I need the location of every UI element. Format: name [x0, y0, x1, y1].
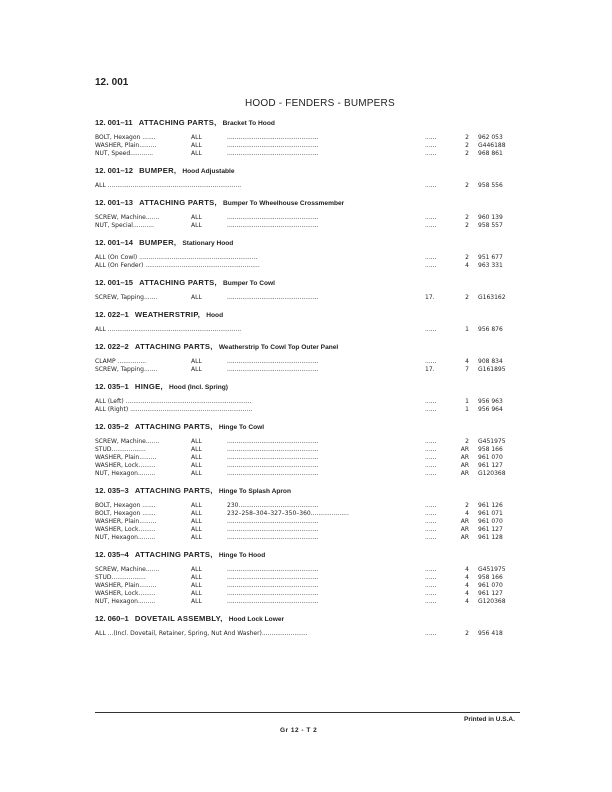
- table-row: [95, 134, 525, 142]
- part-group: [95, 613, 525, 638]
- description: ................................................: [227, 534, 319, 541]
- part-number: 951 677: [478, 254, 503, 261]
- table-row: [95, 358, 525, 366]
- group-name: ATTACHING PARTS,: [134, 342, 213, 351]
- table-row: [95, 326, 525, 334]
- printed-in-label: Printed in U.S.A.: [464, 716, 515, 723]
- part-number: G120368: [478, 598, 506, 605]
- quantity: 4: [465, 598, 469, 605]
- description: ................................................: [227, 566, 319, 573]
- leader-dots: ......: [425, 454, 437, 461]
- description: ................................................: [227, 358, 319, 365]
- table-row: [95, 406, 525, 414]
- part-name: WASHER, Lock.........: [95, 462, 156, 469]
- table-row: [95, 142, 525, 150]
- quantity: 1: [465, 326, 469, 333]
- leader-dots: ......: [425, 574, 437, 581]
- group-header: [95, 421, 525, 433]
- part-number: 908 834: [478, 358, 503, 365]
- applies-to: ALL: [191, 358, 202, 365]
- part-number: 968 861: [478, 150, 503, 157]
- quantity: 2: [465, 150, 469, 157]
- group-name: ATTACHING PARTS,: [134, 486, 213, 495]
- description: ALL ......................................................................: [95, 182, 242, 189]
- leader-dots: ......: [425, 214, 437, 221]
- part-name: WASHER, Plain.........: [95, 518, 157, 525]
- group-name: HINGE,: [134, 382, 163, 391]
- quantity: AR: [460, 462, 469, 469]
- description: ALL (Right) ................................................................: [95, 406, 253, 413]
- description: ................................................: [227, 582, 319, 589]
- leader-dots: ......: [425, 590, 437, 597]
- table-row: [95, 590, 525, 598]
- footer-rule: [95, 712, 520, 713]
- table-row: [95, 182, 525, 190]
- applies-to: ALL: [191, 438, 202, 445]
- part-number: 958 166: [478, 446, 503, 453]
- quantity: 4: [465, 566, 469, 573]
- quantity: AR: [460, 526, 469, 533]
- part-number: 958 557: [478, 222, 503, 229]
- group-name: ATTACHING PARTS,: [134, 422, 213, 431]
- applies-to: ALL: [191, 510, 202, 517]
- quantity: 2: [465, 294, 469, 301]
- applies-to: ALL: [191, 222, 202, 229]
- table-row: [95, 598, 525, 606]
- part-number: 956 964: [478, 406, 503, 413]
- leader-dots: ......: [425, 534, 437, 541]
- group-code: 12. 035–1: [95, 382, 129, 391]
- part-number: 956 418: [478, 630, 503, 637]
- applies-to: ALL: [191, 502, 202, 509]
- group-name: ATTACHING PARTS,: [134, 550, 213, 559]
- group-code: 12. 022–2: [95, 342, 129, 351]
- leader-dots: ......: [425, 582, 437, 589]
- quantity: 2: [465, 142, 469, 149]
- description: ................................................: [227, 222, 319, 229]
- part-name: WASHER, Plain.........: [95, 454, 157, 461]
- description: ................................................: [227, 294, 319, 301]
- group-header: [95, 277, 525, 289]
- group-subtitle: Bumper To Wheelhouse Crossmember: [223, 200, 345, 207]
- leader-dots: ......: [425, 406, 437, 413]
- description: ................................................: [227, 446, 319, 453]
- group-subtitle: Hinge To Hood: [218, 552, 266, 559]
- part-number: G451975: [478, 438, 506, 445]
- part-number: 956 963: [478, 398, 503, 405]
- group-header: [95, 117, 525, 129]
- quantity: 1: [465, 406, 469, 413]
- table-row: [95, 446, 525, 454]
- group-code: 12. 001–11: [95, 118, 133, 127]
- part-name: NUT, Hexagon.........: [95, 598, 156, 605]
- part-number: 961 128: [478, 534, 503, 541]
- group-header: [95, 197, 525, 209]
- quantity: 4: [465, 590, 469, 597]
- part-number: G446188: [478, 142, 506, 149]
- description: ................................................: [227, 590, 319, 597]
- part-number: 960 139: [478, 214, 503, 221]
- table-row: [95, 502, 525, 510]
- page-title: HOOD - FENDERS - BUMPERS: [245, 98, 395, 109]
- table-row: [95, 438, 525, 446]
- part-group: [95, 277, 525, 302]
- applies-to: ALL: [191, 470, 202, 477]
- applies-to: ALL: [191, 462, 202, 469]
- part-name: CLAMP ...............: [95, 358, 147, 365]
- quantity: 2: [465, 182, 469, 189]
- group-subtitle: Hinge To Splash Apron: [218, 488, 291, 495]
- part-name: NUT, Speed............: [95, 150, 154, 157]
- group-name: ATTACHING PARTS,: [139, 278, 217, 287]
- part-number: G161895: [478, 366, 506, 373]
- applies-to: ALL: [191, 526, 202, 533]
- group-header: [95, 613, 525, 625]
- description: ................................................: [227, 574, 319, 581]
- description: ................................................: [227, 150, 319, 157]
- part-name: WASHER, Lock.........: [95, 526, 156, 533]
- leader-dots: ......: [425, 262, 437, 269]
- table-row: [95, 462, 525, 470]
- part-number: 961 127: [478, 462, 503, 469]
- part-number: G120368: [478, 470, 506, 477]
- group-name: ATTACHING PARTS,: [138, 118, 217, 127]
- part-number: 961 127: [478, 590, 503, 597]
- group-code: 12. 035–3: [95, 486, 129, 495]
- description: ................................................: [227, 214, 319, 221]
- leader-dots: ......: [425, 526, 437, 533]
- part-number: 961 070: [478, 454, 503, 461]
- leader-dots: ......: [425, 254, 437, 261]
- leader-dots: ......: [425, 326, 437, 333]
- table-row: [95, 294, 525, 302]
- group-code: 12. 022–1: [95, 310, 129, 319]
- leader-dots: ......: [425, 470, 437, 477]
- part-number: 961 070: [478, 518, 503, 525]
- quantity: 4: [465, 510, 469, 517]
- group-header: [95, 549, 525, 561]
- group-code: 12. 001–12: [95, 166, 134, 175]
- leader-dots: ......: [425, 438, 437, 445]
- quantity: 2: [465, 222, 469, 229]
- group-subtitle: Stationary Hood: [182, 240, 234, 247]
- part-name: WASHER, Lock.........: [95, 590, 156, 597]
- quantity: AR: [460, 454, 469, 461]
- group-header: [95, 237, 525, 249]
- description: ALL (On Fender) ............................................................: [95, 262, 260, 269]
- description: ALL (Left) ..................................................................: [95, 398, 252, 405]
- part-name: SCREW, Tapping.......: [95, 294, 158, 301]
- table-row: [95, 574, 525, 582]
- leader-dots: ......: [425, 630, 437, 637]
- part-number: 961 127: [478, 526, 503, 533]
- leader-dots: ......: [425, 358, 437, 365]
- table-row: [95, 518, 525, 526]
- quantity: 2: [465, 254, 469, 261]
- applies-to: ALL: [191, 582, 202, 589]
- group-header: [95, 485, 525, 497]
- group-header: [95, 165, 525, 177]
- group-code: 12. 001–13: [95, 198, 134, 207]
- leader-dots: ......: [425, 518, 437, 525]
- leader-dots: 17.: [425, 294, 435, 301]
- description: ALL ......................................................................: [95, 326, 242, 333]
- quantity: 1: [465, 398, 469, 405]
- group-code: 12. 001–15: [95, 278, 134, 287]
- part-group: [95, 117, 525, 158]
- table-row: [95, 510, 525, 518]
- table-row: [95, 582, 525, 590]
- applies-to: ALL: [191, 518, 202, 525]
- description: ................................................: [227, 438, 319, 445]
- group-subtitle: Hood (Incl. Spring): [169, 384, 228, 391]
- leader-dots: ......: [425, 142, 437, 149]
- part-group: [95, 549, 525, 606]
- part-name: STUD..................: [95, 446, 146, 453]
- group-subtitle: Bumper To Cowl: [223, 280, 275, 287]
- applies-to: ALL: [191, 574, 202, 581]
- group-subtitle: Hood Lock Lower: [228, 616, 285, 623]
- description: ................................................: [227, 462, 319, 469]
- part-group: [95, 341, 525, 374]
- table-row: [95, 470, 525, 478]
- leader-dots: 17.: [425, 366, 435, 373]
- leader-dots: ......: [425, 446, 437, 453]
- group-header: [95, 341, 525, 353]
- part-number: 961 126: [478, 502, 503, 509]
- part-name: BOLT, Hexagon .......: [95, 510, 156, 517]
- description: ................................................: [227, 142, 319, 149]
- description: 232–258–304–327–350–360....................: [227, 510, 349, 517]
- group-name: BUMPER,: [139, 166, 177, 175]
- section-code: 12. 001: [95, 77, 129, 88]
- quantity: AR: [460, 534, 469, 541]
- part-number: G451975: [478, 566, 506, 573]
- applies-to: ALL: [191, 142, 202, 149]
- table-row: [95, 222, 525, 230]
- part-number: 961 070: [478, 582, 503, 589]
- leader-dots: ......: [425, 510, 437, 517]
- part-number: 958 556: [478, 182, 503, 189]
- quantity: AR: [460, 446, 469, 453]
- part-group: [95, 485, 525, 542]
- part-number: G163162: [478, 294, 506, 301]
- part-name: SCREW, Machine.......: [95, 566, 160, 573]
- description: ................................................: [227, 134, 319, 141]
- group-subtitle: Hood: [206, 312, 224, 319]
- quantity: 4: [465, 358, 469, 365]
- part-group: [95, 421, 525, 478]
- applies-to: ALL: [191, 454, 202, 461]
- part-name: BOLT, Hexagon .......: [95, 134, 156, 141]
- part-name: STUD..................: [95, 574, 146, 581]
- group-code: 12. 035–4: [95, 550, 129, 559]
- part-group: [95, 197, 525, 230]
- group-subtitle: Weatherstrip To Cowl Top Outer Panel: [218, 344, 339, 351]
- quantity: 4: [465, 262, 469, 269]
- page-number: Gr 12 - T 2: [280, 727, 318, 734]
- applies-to: ALL: [191, 214, 202, 221]
- applies-to: ALL: [191, 534, 202, 541]
- leader-dots: ......: [425, 566, 437, 573]
- part-number: 956 876: [478, 326, 503, 333]
- applies-to: ALL: [191, 150, 202, 157]
- part-name: SCREW, Tapping.......: [95, 366, 158, 373]
- table-row: [95, 454, 525, 462]
- group-name: DOVETAIL ASSEMBLY,: [134, 614, 223, 623]
- description: ................................................: [227, 526, 319, 533]
- description: ................................................: [227, 454, 319, 461]
- applies-to: ALL: [191, 134, 202, 141]
- leader-dots: ......: [425, 398, 437, 405]
- group-name: WEATHERSTRIP,: [134, 310, 201, 319]
- leader-dots: ......: [425, 150, 437, 157]
- table-row: [95, 214, 525, 222]
- table-row: [95, 630, 525, 638]
- part-group: [95, 165, 525, 190]
- part-name: NUT, Special...........: [95, 222, 154, 229]
- quantity: 2: [465, 502, 469, 509]
- group-name: BUMPER,: [139, 238, 177, 247]
- quantity: 2: [465, 630, 469, 637]
- table-row: [95, 150, 525, 158]
- table-row: [95, 262, 525, 270]
- description: ALL ...(Incl. Dovetail, Retainer, Spring, Nut And Washer)........................: [95, 630, 308, 637]
- description: 230..........................................: [227, 502, 319, 509]
- description: ALL (On Cowl) ..............................................................: [95, 254, 258, 261]
- applies-to: ALL: [191, 294, 202, 301]
- group-subtitle: Bracket To Hood: [222, 120, 275, 127]
- applies-to: ALL: [191, 590, 202, 597]
- quantity: 2: [465, 134, 469, 141]
- leader-dots: ......: [425, 222, 437, 229]
- part-group: [95, 309, 525, 334]
- quantity: AR: [460, 470, 469, 477]
- quantity: 2: [465, 214, 469, 221]
- group-subtitle: Hood Adjustable: [182, 168, 235, 175]
- group-name: ATTACHING PARTS,: [139, 198, 217, 207]
- table-row: [95, 366, 525, 374]
- applies-to: ALL: [191, 566, 202, 573]
- part-group: [95, 381, 525, 414]
- part-name: SCREW, Machine.......: [95, 438, 160, 445]
- group-code: 12. 060–1: [95, 614, 129, 623]
- part-group: [95, 237, 525, 270]
- group-header: [95, 309, 525, 321]
- group-code: 12. 035–2: [95, 422, 129, 431]
- part-name: NUT, Hexagon.........: [95, 534, 156, 541]
- part-name: BOLT, Hexagon .......: [95, 502, 156, 509]
- leader-dots: ......: [425, 502, 437, 509]
- applies-to: ALL: [191, 366, 202, 373]
- table-row: [95, 526, 525, 534]
- description: ................................................: [227, 470, 319, 477]
- part-number: 962 053: [478, 134, 503, 141]
- leader-dots: ......: [425, 182, 437, 189]
- applies-to: ALL: [191, 446, 202, 453]
- description: ................................................: [227, 598, 319, 605]
- quantity: 4: [465, 574, 469, 581]
- group-subtitle: Hinge To Cowl: [218, 424, 265, 431]
- leader-dots: ......: [425, 462, 437, 469]
- table-row: [95, 566, 525, 574]
- part-number: 961 071: [478, 510, 503, 517]
- part-name: WASHER, Plain.........: [95, 142, 157, 149]
- group-code: 12. 001–14: [95, 238, 134, 247]
- part-name: WASHER, Plain.........: [95, 582, 157, 589]
- description: ................................................: [227, 518, 319, 525]
- table-row: [95, 398, 525, 406]
- applies-to: ALL: [191, 598, 202, 605]
- table-row: [95, 534, 525, 542]
- part-number: 958 166: [478, 574, 503, 581]
- leader-dots: ......: [425, 134, 437, 141]
- quantity: AR: [460, 518, 469, 525]
- quantity: 7: [465, 366, 469, 373]
- table-row: [95, 254, 525, 262]
- parts-list: [95, 117, 525, 645]
- group-header: [95, 381, 525, 393]
- quantity: 4: [465, 582, 469, 589]
- leader-dots: ......: [425, 598, 437, 605]
- part-name: SCREW, Machine.......: [95, 214, 160, 221]
- part-number: 963 331: [478, 262, 503, 269]
- description: ................................................: [227, 366, 319, 373]
- quantity: 2: [465, 438, 469, 445]
- part-name: NUT, Hexagon.........: [95, 470, 156, 477]
